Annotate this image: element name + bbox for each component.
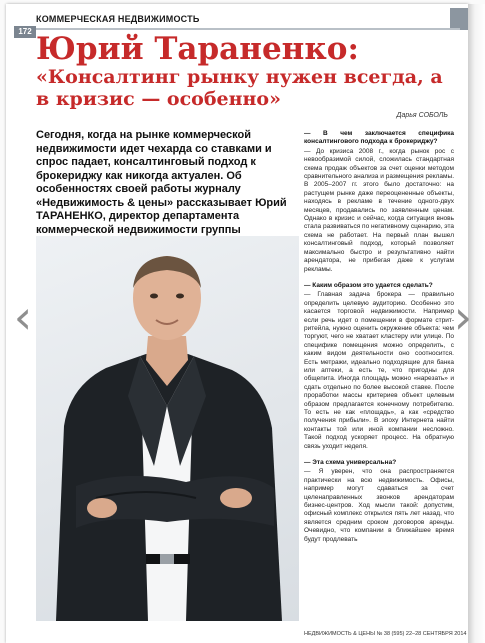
article-title-quote: «Консалтинг рынку нужен всегда, а в кризис — особенно» xyxy=(36,66,443,110)
header-rule xyxy=(14,28,460,30)
page-number: 172 xyxy=(14,26,36,38)
interview-question-3: — Эта схема универсальна? xyxy=(304,459,397,467)
portrait-illustration xyxy=(36,236,299,621)
portrait-photo xyxy=(36,236,299,621)
previous-page-arrow-icon[interactable]: ‹ xyxy=(13,290,33,344)
article-title-name: Юрий Тараненко: xyxy=(36,31,359,67)
interview-column xyxy=(304,130,454,552)
page-footer: НЕДВИЖИМОСТЬ & ЦЕНЫ № 38 (595) 22–28 СЕНТЯБРЯ 2014 xyxy=(304,631,467,637)
author-byline: Дарья СОБОЛЬ xyxy=(396,112,448,119)
interview-answer-3: — Я уверен, что она распространяется практически на всю недвижимость. Офисы, например могут сдаваться за счет целенаправленных звонков арендаторам бизнес-центров. Ход мысли такой: допустим, офисный комплекс открылся пять лет назад, что является средним сроком договоров аренды. Очевидно, что компании в ближайшее время будут продлевать xyxy=(304,468,454,543)
article-lead: Сегодня, когда на рынке коммерческой недвижимости идет чехарда со ставками и спрос падает, консалтинговый подход к брокериджу как никогда актуален. Об особенностях своей работы журналу «Недвижимость & цены» рассказывает Юрий ТАРАНЕНКО, директор департамента коммерческой недвижимости группы xyxy=(36,129,287,236)
next-page-arrow-icon[interactable]: › xyxy=(453,290,473,344)
interview-question-2: — Каким образом это удается сделать? xyxy=(304,281,433,289)
interview-answer-2: — Главная задача брокера — правильно определить целевую аудиторию. Особенно это касается торговой недвижимости. Например если речь идет о помещении в формате стрит-ритейла, нужно оценить окружение объекта: чем торгуют, чего не хватает кластеру или улице. По специфике помещения можно определить, с каким видом деятельности оно соотносится. Есть метражи, идеально подходящие для банка или аптеки, а есть те, что пригодны для общепита. Иногда площадь можно «нарезать» и сдать отдельно по более высокой ставке. После проработки массы критериев объект целевым образом предлагается конечному потребителю. То есть не как «площадь», а как «средство получения прибыли». В эпоху Интернета найти контакты той или иной компании несложно. Такой подход ускоряет процесс. На обратную связь уходит неделя. xyxy=(304,291,454,450)
interview-answer-1: — До кризиса 2008 г., когда рынок рос с невообразимой силой, сложилась стандартная схема продаж объектов за счет оценки методом сравнительного анализа и размещения рекламы. В 2005–2007 гг. этого было достаточно: на растущем рынке даже переоцененные объекты, находясь в рекламе в течение одного-двух месяцев, продавались по заявленным ценам. Однако в кризис и сейчас, когда ситуация вновь стала развиваться по негативному сценарию, эта схема не работает. На первый план вышел консалтинговый подход, который позволяет максимально быстро и результативно найти арендатора, не прибегая даже к услугам рекламы. xyxy=(304,147,454,273)
header-corner-block xyxy=(450,8,468,30)
interview-question-1: — В чем заключается специфика консалтингового подхода к брокериджу? xyxy=(304,130,454,146)
magazine-page xyxy=(6,4,468,643)
section-title: КОММЕРЧЕСКАЯ НЕДВИЖИМОСТЬ xyxy=(36,14,200,24)
